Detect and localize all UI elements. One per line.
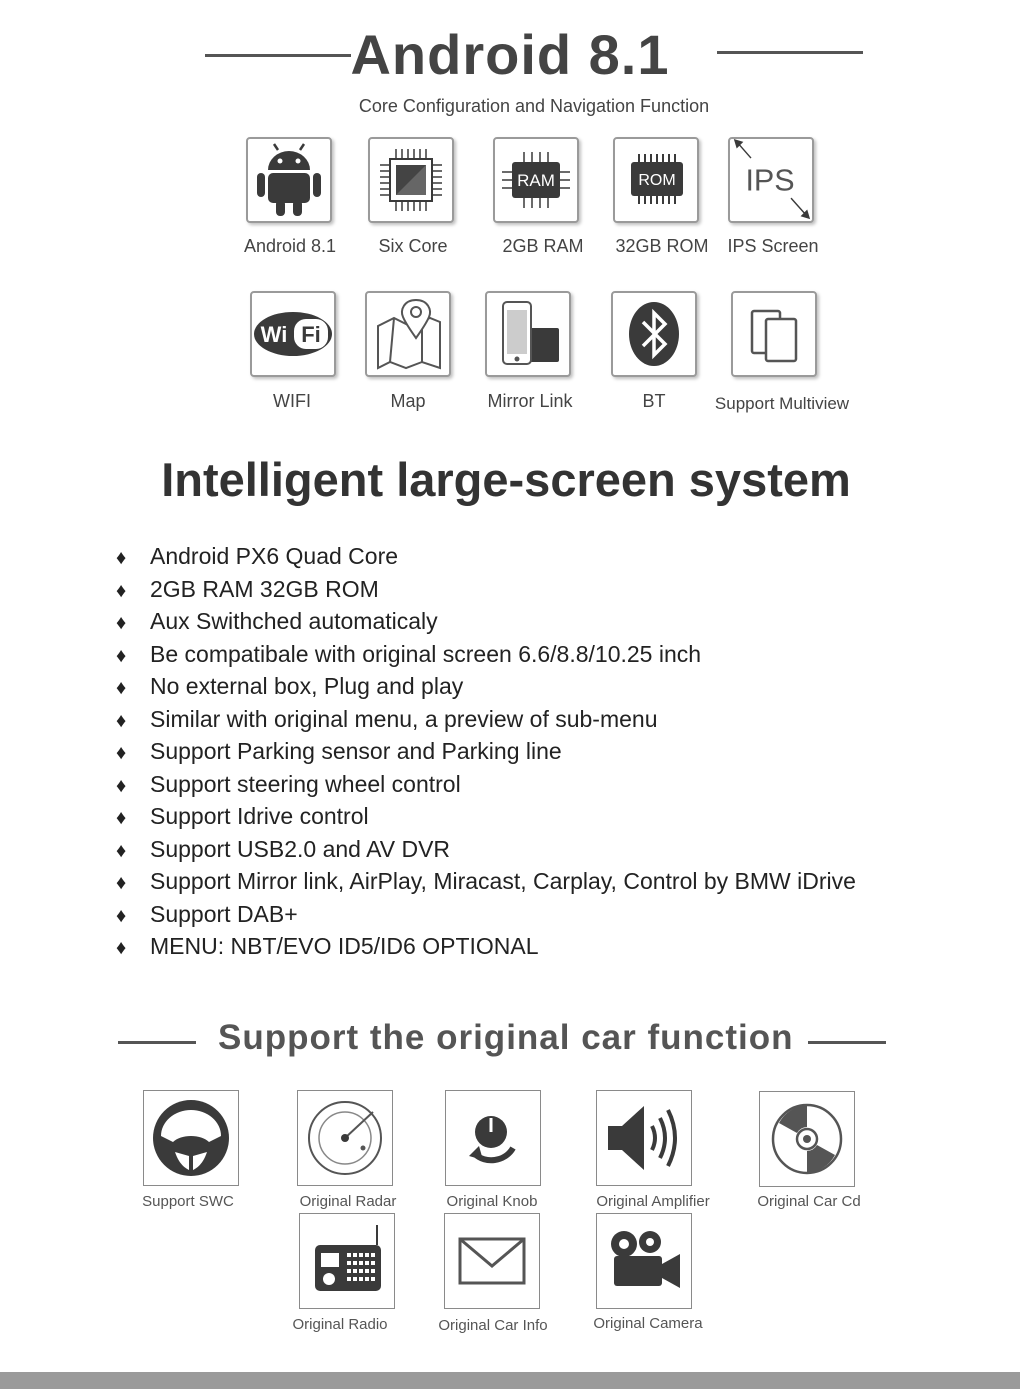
section-heading-intelligent: Intelligent large-screen system [161, 453, 851, 506]
steering-wheel-icon [143, 1090, 239, 1186]
camera-label: Original Camera [593, 1315, 703, 1332]
ips-screen-icon [728, 137, 814, 223]
envelope-icon [444, 1213, 540, 1309]
list-item: ♦ Android PX6 Quad Core [116, 540, 856, 573]
map-label: Map [390, 391, 426, 411]
page-title: Android 8.1 [350, 23, 670, 86]
bullet-icon: ♦ [116, 774, 127, 797]
list-item: ♦ Support Idrive control [116, 800, 856, 833]
bottom-bar [0, 1372, 1020, 1389]
bullet-icon: ♦ [116, 839, 127, 862]
multiview-icon [731, 291, 817, 377]
page-subtitle: Core Configuration and Navigation Function [358, 96, 710, 116]
wifi-label: WIFI [273, 391, 311, 411]
list-item: ♦ Support steering wheel control [116, 768, 856, 801]
swc-label: Support SWC [142, 1193, 234, 1210]
list-item: ♦ Aux Swithched automaticaly [116, 605, 856, 638]
svg-text:Fi: Fi [301, 322, 321, 347]
android-label: Android 8.1 [243, 236, 337, 256]
list-item: ♦ No external box, Plug and play [116, 670, 856, 703]
bt-label: BT [642, 391, 666, 411]
bullet-icon: ♦ [116, 644, 127, 667]
list-item: ♦ Support USB2.0 and AV DVR [116, 833, 856, 866]
bullet-icon: ♦ [116, 872, 127, 894]
rom-text: ROM [638, 172, 676, 189]
ram-label: 2GB RAM [502, 236, 584, 256]
knob-icon [445, 1090, 541, 1186]
ips-label: IPS Screen [727, 236, 819, 256]
list-item: ♦ MENU: NBT/EVO ID5/ID6 OPTIONAL [116, 930, 856, 963]
cd-icon [759, 1091, 855, 1187]
bullet-icon: ♦ [116, 807, 127, 829]
bullet-icon: ♦ [116, 937, 127, 959]
car-cd-label: Original Car Cd [757, 1193, 861, 1210]
wifi-icon [250, 291, 336, 377]
cpu-chip-icon [368, 137, 454, 223]
rom-label: 32GB ROM [615, 236, 709, 256]
list-item: ♦ Be compatibale with original screen 6.6/8.8/10.25 inch [116, 638, 856, 671]
ram-text: RAM [517, 171, 555, 190]
bullet-icon: ♦ [116, 579, 127, 602]
map-icon [365, 291, 451, 377]
bullet-icon: ♦ [116, 904, 127, 927]
radio-label: Original Radio [292, 1316, 388, 1333]
list-item: ♦ Support Mirror link, AirPlay, Miracast, Carplay, Control by BMW iDrive [116, 865, 856, 898]
ram-chip-icon [493, 137, 579, 223]
speaker-icon [596, 1090, 692, 1186]
feature-list [116, 540, 856, 963]
car-info-label: Original Car Info [438, 1317, 548, 1334]
ips-text: IPS [745, 163, 795, 198]
list-item: ♦ Support DAB+ [116, 898, 856, 931]
list-item: ♦ 2GB RAM 32GB ROM [116, 573, 856, 606]
mirror-link-icon [485, 291, 571, 377]
bullet-icon: ♦ [116, 677, 127, 699]
bluetooth-icon [611, 291, 697, 377]
radio-icon [299, 1213, 395, 1309]
list-item: ♦ Support Parking sensor and Parking line [116, 735, 856, 768]
bullet-icon: ♦ [116, 612, 127, 634]
list-item: ♦ Similar with original menu, a preview of sub-menu [116, 703, 856, 736]
svg-text:Wi: Wi [260, 322, 288, 347]
rom-chip-icon [613, 137, 699, 223]
knob-label: Original Knob [446, 1193, 538, 1210]
bullet-icon: ♦ [116, 742, 127, 764]
section-heading-car-function: Support the original car function [218, 1018, 794, 1057]
bullet-icon: ♦ [116, 709, 127, 732]
six-core-label: Six Core [378, 236, 448, 256]
radar-icon [297, 1090, 393, 1186]
support-rule-right [808, 1041, 886, 1044]
support-rule-left [118, 1041, 196, 1044]
bullet-icon: ♦ [116, 547, 127, 569]
android-icon [246, 137, 332, 223]
radar-label: Original Radar [299, 1193, 397, 1210]
amplifier-label: Original Amplifier [596, 1193, 710, 1210]
video-camera-icon [596, 1213, 692, 1309]
multiview-label: Support Multiview [714, 394, 850, 413]
mirror-link-label: Mirror Link [487, 391, 573, 411]
